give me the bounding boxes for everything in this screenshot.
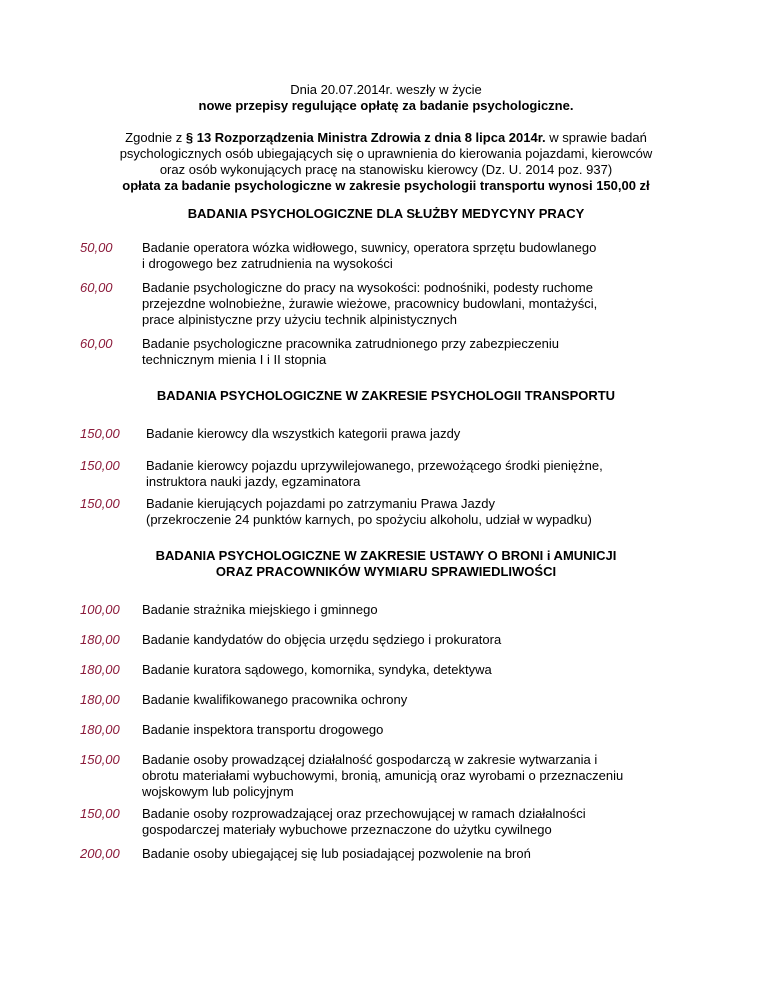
item-line: Badanie osoby ubiegającej się lub posiadającej pozwolenie na broń — [142, 846, 531, 861]
item-line: Badanie inspektora transportu drogowego — [142, 722, 384, 737]
item-line: technicznym mienia I i II stopnia — [142, 352, 327, 367]
item-price: 180,00 — [80, 662, 120, 677]
item-price: 60,00 — [80, 336, 113, 351]
item-description — [142, 662, 692, 678]
item-line: Badanie osoby rozprowadzającej oraz przechowującej w ramach działalności — [142, 806, 586, 821]
fee-statement: opłata za badanie psychologiczne w zakresie psychologii transportu wynosi 150,00 zł — [122, 178, 650, 193]
section-title-line: ORAZ PRACOWNIKÓW WYMIARU SPRAWIEDLIWOŚCI — [215, 564, 557, 579]
item-description — [146, 496, 692, 528]
item-line: Badanie kierujących pojazdami po zatrzymaniu Prawa Jazdy — [146, 496, 496, 511]
item-description — [142, 722, 692, 738]
price-item — [80, 752, 692, 800]
item-price: 100,00 — [80, 602, 120, 617]
section-title-transport: BADANIA PSYCHOLOGICZNE W ZAKRESIE PSYCHOLOGII TRANSPORTU — [156, 388, 616, 403]
price-item — [80, 722, 692, 738]
item-line: Badanie strażnika miejskiego i gminnego — [142, 602, 378, 617]
regulation-line — [80, 130, 692, 146]
intro-block — [80, 82, 692, 194]
item-price: 60,00 — [80, 280, 113, 295]
price-item — [80, 632, 692, 648]
price-item — [80, 458, 692, 490]
price-item — [80, 602, 692, 618]
item-description — [142, 632, 692, 648]
item-line: instruktora nauki jazdy, egzaminatora — [146, 474, 361, 489]
item-description — [142, 752, 692, 800]
item-price: 50,00 — [80, 240, 113, 255]
item-line: przejezdne wolnobieżne, żurawie wieżowe, pracownicy budowlani, montażyści, — [142, 296, 598, 311]
item-line: Badanie kierowcy pojazdu uprzywilejowanego, przewożącego środki pieniężne, — [146, 458, 603, 473]
item-price: 150,00 — [80, 752, 120, 767]
regulation-prefix: Zgodnie z — [125, 130, 186, 145]
item-line: Badanie kandydatów do objęcia urzędu sędziego i prokuratora — [142, 632, 502, 647]
item-price: 150,00 — [80, 458, 120, 473]
section-title-occupational: BADANIA PSYCHOLOGICZNE DLA SŁUŻBY MEDYCYNY PRACY — [187, 206, 585, 221]
intro-line-date: Dnia 20.07.2014r. weszły w życie — [290, 82, 482, 97]
regulation-line-2: psychologicznych osób ubiegających się o uprawnienia do kierowania pojazdami, kierowców — [119, 146, 653, 161]
item-line: Badanie operatora wózka widłowego, suwnicy, operatora sprzętu budowlanego — [142, 240, 597, 255]
price-item — [80, 336, 692, 368]
price-item — [80, 692, 692, 708]
regulation-title: § 13 Rozporządzenia Ministra Zdrowia z dnia 8 lipca 2014r. — [185, 130, 546, 145]
section-title-weapons — [80, 548, 692, 580]
item-price: 200,00 — [80, 846, 120, 861]
item-line: prace alpinistyczne przy użyciu technik alpinistycznych — [142, 312, 458, 327]
item-line: i drogowego bez zatrudnienia na wysokości — [142, 256, 393, 271]
regulation-suffix: w sprawie badań — [545, 130, 647, 145]
item-line: Badanie psychologiczne do pracy na wysokości: podnośniki, podesty ruchome — [142, 280, 593, 295]
price-item — [80, 806, 692, 838]
item-description — [142, 240, 692, 272]
item-price: 180,00 — [80, 632, 120, 647]
item-line: wojskowym lub policyjnym — [142, 784, 294, 799]
item-description — [142, 692, 692, 708]
item-line: Badanie osoby prowadzącej działalność gospodarczą w zakresie wytwarzania i — [142, 752, 598, 767]
item-price: 150,00 — [80, 426, 120, 441]
item-line: (przekroczenie 24 punktów karnych, po spożyciu alkoholu, udział w wypadku) — [146, 512, 592, 527]
item-line: Badanie kuratora sądowego, komornika, syndyka, detektywa — [142, 662, 492, 677]
item-line: Badanie kierowcy dla wszystkich kategorii prawa jazdy — [146, 426, 461, 441]
item-description — [146, 458, 692, 490]
item-description — [142, 336, 692, 368]
item-description — [142, 846, 692, 862]
item-line: Badanie psychologiczne pracownika zatrudnionego przy zabezpieczeniu — [142, 336, 559, 351]
price-item — [80, 240, 692, 272]
item-description — [146, 426, 692, 442]
price-item — [80, 662, 692, 678]
item-price: 150,00 — [80, 496, 120, 511]
price-item — [80, 846, 692, 862]
item-line: obrotu materiałami wybuchowymi, bronią, amunicją oraz wyrobami o przeznaczeniu — [142, 768, 624, 783]
item-line: Badanie kwalifikowanego pracownika ochrony — [142, 692, 408, 707]
item-price: 150,00 — [80, 806, 120, 821]
item-description — [142, 806, 692, 838]
price-item — [80, 280, 692, 328]
section-title-line: BADANIA PSYCHOLOGICZNE W ZAKRESIE USTAWY O BRONI i AMUNICJI — [155, 548, 617, 563]
item-description — [142, 602, 692, 618]
item-line: gospodarczej materiały wybuchowe przeznaczone do użytku cywilnego — [142, 822, 552, 837]
regulation-line-3: oraz osób wykonujących pracę na stanowisku kierowcy (Dz. U. 2014 poz. 937) — [159, 162, 613, 177]
item-price: 180,00 — [80, 722, 120, 737]
price-item — [80, 496, 692, 528]
item-description — [142, 280, 692, 328]
item-price: 180,00 — [80, 692, 120, 707]
price-item — [80, 426, 692, 442]
intro-line-heading: nowe przepisy regulujące opłatę za badanie psychologiczne. — [198, 98, 574, 113]
